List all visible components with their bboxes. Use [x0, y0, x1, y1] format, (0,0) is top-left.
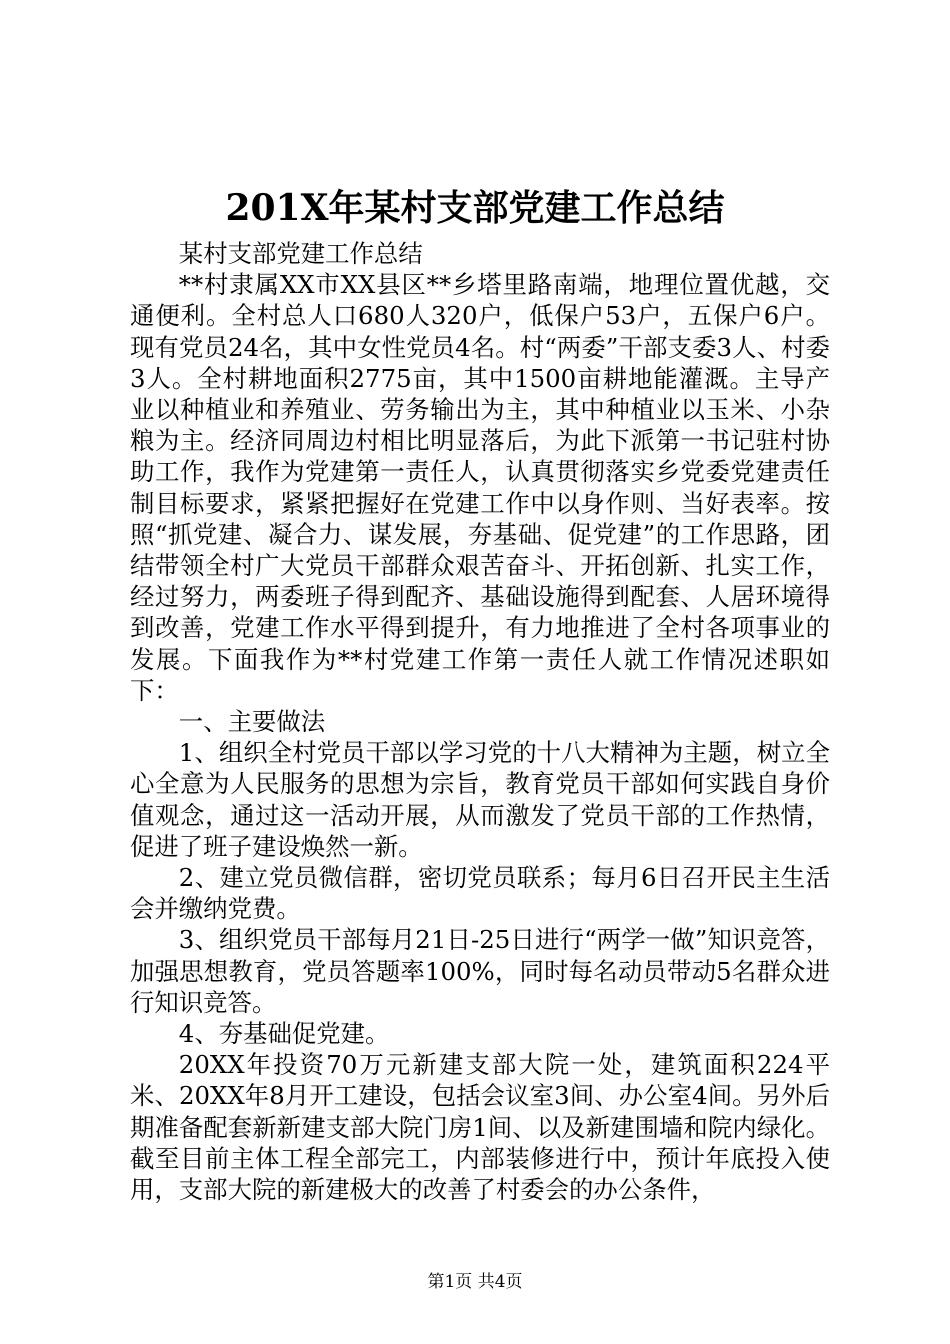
item-paragraph-4: 4、夯基础促党建。: [178, 1019, 390, 1049]
subtitle-paragraph: 某村支部党建工作总结: [178, 239, 423, 268]
construction-paragraph: 20XX年投资70万元新建支部大院一处，建筑面积224平米、20XX年8月开工建设，包括会议室3间、办公室4间。另外后期准备配套新新建支部大院门房1间、以及新建围墙和院内绿化。截至目前主体工程全部完工，内部装修进行中，预计年底投入使用，支部大院的新建极大的改善了村委会的办公条件，: [130, 1050, 830, 1205]
section-heading: 一、主要做法: [178, 707, 326, 737]
item-paragraph-1: 1、组织全村党员干部以学习党的十八大精神为主题，树立全心全意为人民服务的思想为宗旨，教育党员干部如何实践自身价值观念，通过这一活动开展，从而激发了党员干部的工作热情，促进了班子建设焕然一新。: [130, 738, 830, 861]
intro-paragraph: **村隶属XX市XX县区**乡塔里路南端，地理位置优越，交通便利。全村总人口680人320户，低保户53户，五保户6户。现有党员24名，其中女性党员4名。村“两委”干部支委3人、村委3人。全村耕地面积2775亩，其中1500亩耕地能灌溉。主导产业以种植业和养殖业、劳务输出为主，其中种植业以玉米、小杂粮为主。经济同周边村相比明显落后，为此下派第一书记驻村协助工作，我作为党建第一责任人，认真贯彻落实乡党委党建责任制目标要求，紧紧把握好在党建工作中以身作则、当好表率。按照“抓党建、凝合力、谋发展，夯基础、促党建”的工作思路，团结带领全村广大党员干部群众艰苦奋斗、开拓创新、扎实工作，经过努力，两委班子得到配齐、基础设施得到配套、人居环境得到改善，党建工作水平得到提升，有力地推进了全村各项事业的发展。下面我作为**村党建工作第一责任人就工作情况述职如下：: [130, 270, 830, 705]
page-footer: 第1页 共4页: [427, 1272, 523, 1292]
document-title: 201X年某村支部党建工作总结: [225, 187, 725, 229]
item-paragraph-2: 2、建立党员微信群，密切党员联系；每月6日召开民主生活会并缴纳党费。: [130, 863, 830, 924]
item-paragraph-3: 3、组织党员干部每月21日-25日进行“两学一做”知识竞答，加强思想教育，党员答题率100%，同时每名动员带动5名群众进行知识竞答。: [130, 925, 830, 1017]
document-body: [130, 238, 830, 1205]
